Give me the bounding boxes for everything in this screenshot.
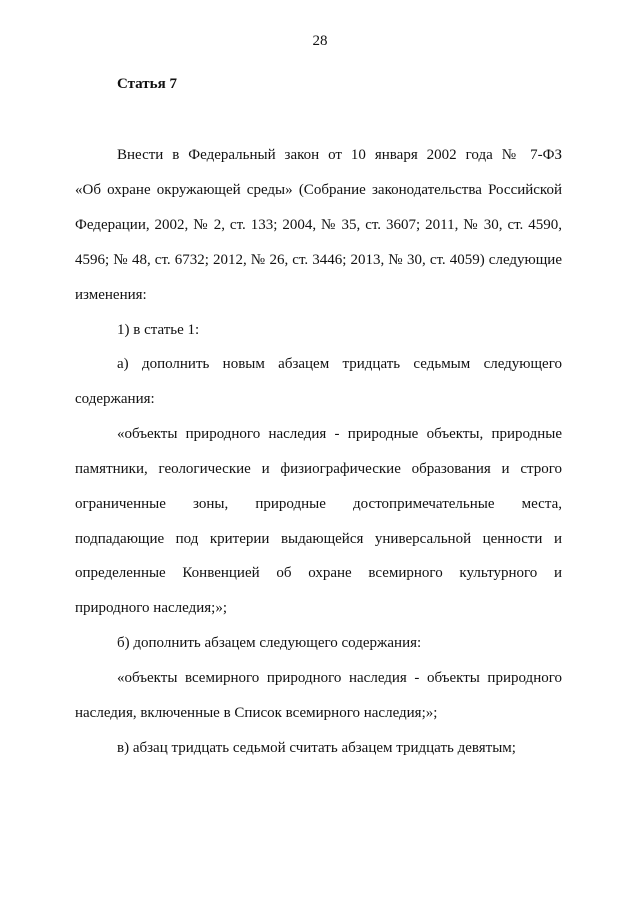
paragraph-line: памятники, геологические и физиографические образования и строго (75, 461, 562, 477)
paragraph-line: подпадающие под критерии выдающейся универсальной ценности и (75, 531, 562, 547)
paragraph-line: наследия, включенные в Список всемирного наследия;»; (75, 705, 438, 721)
article-heading: Статья 7 (117, 76, 177, 92)
paragraph-line: «Об охране окружающей среды» (Собрание законодательства Российской (75, 182, 562, 198)
paragraph-line: Федерации, 2002, № 2, ст. 133; 2004, № 35, ст. 3607; 2011, № 30, ст. 4590, (75, 217, 562, 233)
paragraph-line: содержания: (75, 391, 155, 407)
paragraph-line: в) абзац тридцать седьмой считать абзацем тридцать девятым; (117, 740, 516, 756)
paragraph-line: «объекты всемирного природного наследия - объекты природного (117, 670, 562, 686)
paragraph-line: «объекты природного наследия - природные объекты, природные (117, 426, 562, 442)
paragraph-line: изменения: (75, 287, 147, 303)
paragraph-line: 1) в статье 1: (117, 322, 200, 338)
paragraph-line: определенные Конвенцией об охране всемирного культурного и (75, 565, 562, 581)
paragraph-line: 4596; № 48, ст. 6732; 2012, № 26, ст. 3446; 2013, № 30, ст. 4059) следующие (75, 252, 562, 268)
paragraph-line: природного наследия;»; (75, 600, 227, 616)
page-number: 28 (312, 33, 328, 49)
paragraph-line: Внести в Федеральный закон от 10 января 2002 года № 7-ФЗ (117, 147, 562, 163)
paragraph-line: б) дополнить абзацем следующего содержания: (117, 635, 422, 651)
paragraph-line: а) дополнить новым абзацем тридцать седьмым следующего (117, 356, 562, 372)
paragraph-line: ограниченные зоны, природные достопримечательные места, (75, 496, 562, 512)
